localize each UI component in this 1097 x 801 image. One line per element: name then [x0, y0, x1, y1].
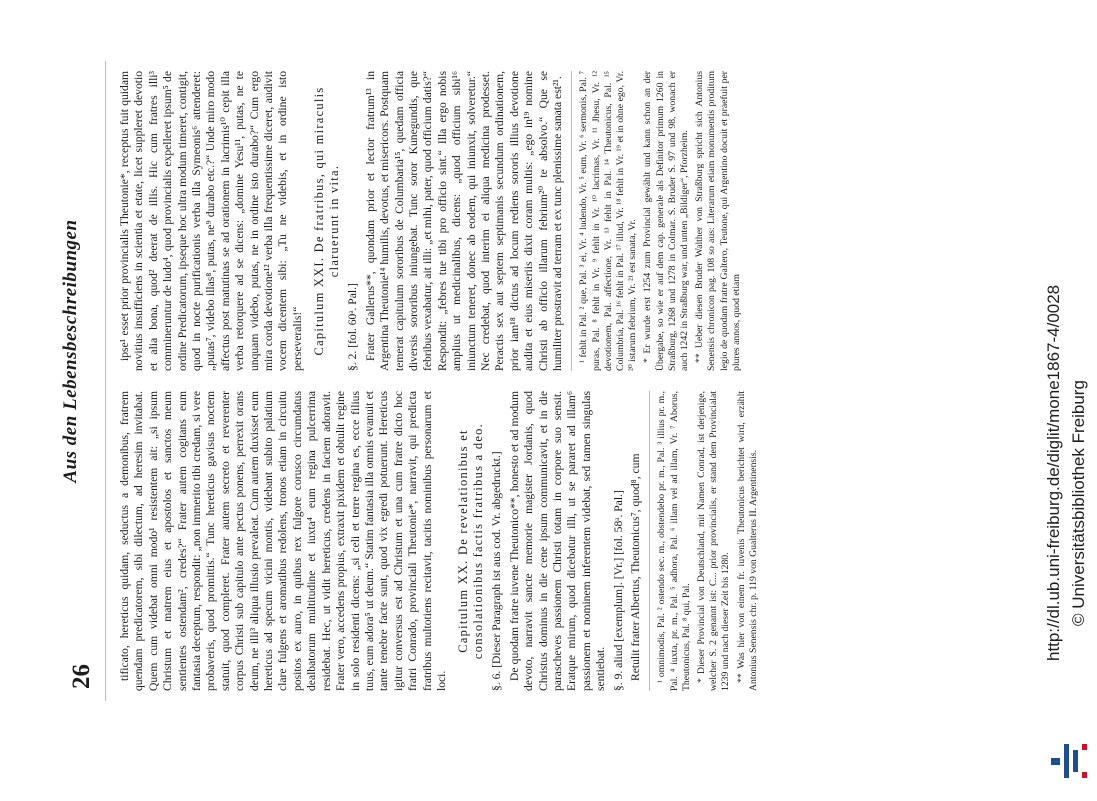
- footnote: ** Was hier von einem fr. iuvenis Theutonicus berichtet wird, erzählt Antonius Senensis chr. p. 119 von Gualterus II. Argentinensis.: [735, 391, 759, 691]
- section-ref: §. 2. [fol. 60ᵃ. Pal.]: [346, 283, 360, 371]
- footnote-separator: [571, 71, 572, 371]
- chapter-heading: Capitulum XXI. De fratribus, qui miraculis claruerunt in vita.: [312, 86, 342, 356]
- right-column: [118, 71, 983, 371]
- footnote: ¹ fehlt in Pal. ² que, Pal. ³ ei, Vr. ⁴ ludendo, Vr. ⁵ eum, Vr. ⁶ sermonis, Pal. ⁷ puras, Pal. ⁸ fehlt in Vr. ⁹ fehlt in Vr. ¹⁰ lacrimas, Vr. ¹¹ Jhesu, Vr. ¹² devotionem, Pal. affectione, Vr. ¹³ fehlt in Pal. ¹⁴ Theutonicus, Pal. ¹⁵ Columbria, Pal. ¹⁶ fehlt in Pal. ¹⁷ illud, Vr. ¹⁸ fehlt in Vr. ¹⁹ et in ohne ego, Vr. ²⁰ istarum febrium, Vr. ²¹ est sanata, Vr.: [578, 71, 639, 371]
- logo-bar: [1051, 758, 1060, 765]
- chapter-heading: Capitulum XX. De revelationibus et consolationibus factis fratribus a deo.: [456, 422, 486, 660]
- footnote: ¹ omnimodis, Pal. ² ostendo sec. m., obstendebo pr. m., Pal. ³ illius pr. m., Pal. ⁴ iuxta, pr. m., Pal. ⁵ adhora, Pal. ⁶ illam vel ad illam, Vr. ⁷ Aborus, Theutonicus, Pal. ⁸ qui, Pal.: [656, 391, 692, 691]
- logo-bar: [1082, 744, 1087, 750]
- copyright-text: © Universitätsbibliothek Freiburg: [1069, 380, 1088, 626]
- logo-bar: [1082, 772, 1087, 778]
- page-number: 26: [68, 664, 95, 689]
- footnote: * Er wurde erst 1254 zum Provincial gewählt und kann schon an der Übergabe, so wie er auf dem cap. generale als Definitor primum 1260 in Straßburg, 1268 und 1278 in Colmar. S. Bruder S. 97 und 98, wonach er auch 1242 in Straßburg war, und unten „Bildiger“, Pforzheim.: [642, 71, 690, 371]
- header-rule: [105, 61, 106, 701]
- running-head: Aus den Lebensbeschreibungen: [60, 219, 81, 483]
- left-column: [118, 391, 983, 691]
- paragraph: tificato, hereticus quidam, seductus a demonibus, fratrem quendam predicatorem, sibi dilectum, ad heresim invitabat. Quem cum videbat omni modo¹ resistentem ait: „si ipsum Christum et matrem eius et apostolos et sanctos meum sentientes ostendam², credes?“ Frater autem cogitans eum fantasia deceptum, respondit: „non immerito tibi credam, si vere probaveris, quod promittis.“ Tunc hereticus gavisus noctem statuit, quod compleret. Frater autem secreto et reverenter corpus Christi sub capitulo ante pectus ponens, perrexit orans deum, ne illi³ aliqua illusio prevaleat. Cum autem duxisset eum hereticus ad specum vicini montis, videbant subito palatium clare fulgens et aromatibus redolens, tronos etiam in circuitu positos ex auro, in quibus rex fulgore corusco circumdatus dealbatorum multitudine et iuxta⁴ eum regina pulcerrima residebat. Hec, ut vidit hereticus, credens in faciem adoravit. Frater vero, accedens propius, extraxit pixidem et obtulit regine in solo residenti dicens: „si celi et terre regina es, ecce filius tuus, eum adora⁵ ut deum.“ Statim fantasia illa omnis evanuit et tante tenebre facte sunt, quod vix egredi potuerunt. Hereticus igitur conversus est ad Christum et una cum fratre dicto hoc fratri Conrado, provinciali Theutonie*, narravit, qui predicta fratribus multotiens recitavit, tacitis nominibus personarum et loci.: [118, 391, 448, 691]
- paragraph: ipse¹ esset prior provincialis Theutonie*, receptus fuit quidam novitius insufficiens in scientia et etate, licet suppleret devotio et alia bona, quod² deerat de illis. Hic cum fratres illi³ commineruntur de ludo⁴, quod provincialis expelleret ipsum⁵ de ordine Predicatorum, ipseque hoc ultra modum timeret, contigit, quod in nocte purificationis verba illa Symeonis⁶ attenderet: „putas⁷, videbo illas⁸, putas, ne⁹ durabo etc.?“ Unde miro modo affectus post matutinas se ad orationem in lacrimis¹⁰ cepit illa verba retorquere ad se dicens: „domine Yesu¹¹, putas, ne te unquam videbo, putas, ne in ordine isto durabo?“ Cum ergo mira corda devotione¹² verba illa frequentissime diceret, audivit vocem dicentem sibi: „Tu ne videbis, et in ordine isto perseveralis!“: [118, 71, 304, 371]
- logo-bar: [1073, 750, 1078, 772]
- footnote: ** Ueber diesen Bruder Walther von Straßburg spricht sich Antonius Senensis chronicon pag. 108 so aus: Literarum etiam monumentis proditum legio de quodam fratre Galtero, Teutone, qui Argentino docuit et praefuit per plures annos, quod etiam: [694, 71, 742, 371]
- logo-bar: [1064, 744, 1069, 778]
- section-ref: §. 6. [Dieser Paragraph ist aus cod. Vr. abgedruckt.]: [490, 451, 504, 691]
- paragraph: De quodam fratre iuvene Theutonico**, honesto et ad modum devoto, narravit sancte memorie magister Jordanis, quod Christus dominus in die cene ipsum communicavit, et in die parascheves passionem Christi totam in corpore suo sensit. Eratque mirum, quod dicebatur illi, ut se pararet ad illam⁶ passionem et nominem inferentem videbat, sed tamen singulas sentiebat.: [507, 391, 608, 691]
- section-ref: §. 9. aliud [exemplum]. [Vr.] [fol. 58ᵃ. Pal.]: [611, 490, 625, 691]
- source-url-link[interactable]: http://dl.ub.uni-freiburg.de/diglit/mone1867-4/0028: [1044, 284, 1063, 661]
- footnote-separator: [649, 391, 650, 691]
- sidebar-text: [1040, 0, 1097, 801]
- paragraph: Frater Gallerus**, quondam prior et lector fratrum¹³ in Argentina Theutonie¹⁴ humilis, devotus, et misericors. Postquam temerat capitulum sororibus de Columbaria¹⁵, quedam officia diversis sororibus iniungebat. Tunc soror Kunegundis, que febribus vexabatur, ait illi: „et mihi, pater, quod officium datis?“ Respondit: „febres tue tibi pro officio sint.“ Illa ergo nobis amplius ut medicinalibus, dicens: „quod officium sibi¹⁶ iniunctum teneret, donec ab eodem, qui iniunxit, solveretur.“ Nec credebat, quod interim ei aliqua medicina prodesset. Peractis sex aut septem septimanis secundum ordinationem, prior iam¹⁸ dictus ad locum rediens sororis illius devotione audita et eius miseriis dixit coram multis: „ego in¹⁹ nomine Christi ab officio illarum febrium²⁰ te absolvo.“ Que se humiliter prostravit ad terram et ex tunc plenissime sanata est²¹.: [363, 71, 564, 371]
- sidebar: [1040, 0, 1097, 801]
- ub-freiburg-logo-icon: [1049, 744, 1091, 778]
- footnote: * Dieser Provincial von Deutschland, mit Namen Conrad, ist derjenige, welcher S. 2 genannt ist: C... prior provincialis, er stand dem Provincialat 1239 und nach dieser Zeit bis 1280.: [696, 391, 732, 691]
- paragraph: Retulit frater Albertus, Theutonicus⁷, quod⁸, cum: [629, 453, 642, 681]
